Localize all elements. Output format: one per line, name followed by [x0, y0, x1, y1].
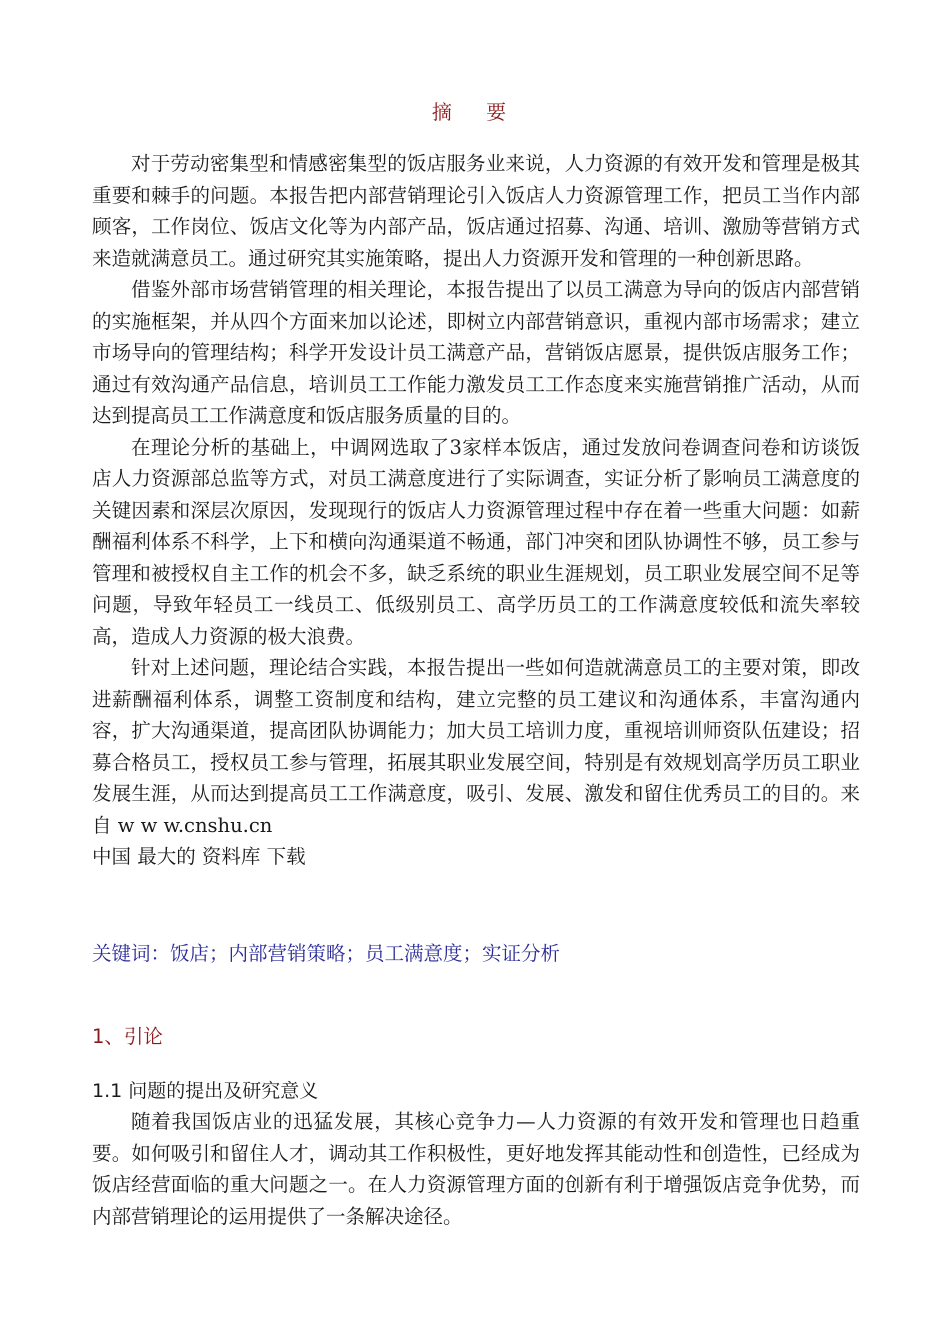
keywords-line: 关键词：饭店；内部营销策略；员工满意度；实证分析	[92, 942, 561, 965]
abstract-body	[92, 148, 860, 873]
subsection-paragraph: 随着我国饭店业的迅猛发展，其核心竞争力—人力资源的有效开发和管理也日趋重要。如何吸引和留住人才，调动其工作积极性，更好地发挥其能动性和创造性，已经成为饭店经营面临的重大问题之一。在人力资源管理方面的创新有利于增强饭店竞争优势，而内部营销理论的运用提供了一条解决途径。	[92, 1110, 860, 1228]
subsection-heading-1-1: 1.1 问题的提出及研究意义	[92, 1080, 319, 1102]
abstract-paragraph-2: 借鉴外部市场营销管理的相关理论，本报告提出了以员工满意为导向的饭店内部营销的实施框架，并从四个方面来加以论述，即树立内部营销意识，重视内部市场需求；建立市场导向的管理结构；科学开发设计员工满意产品，营销饭店愿景，提供饭店服务工作；通过有效沟通产品信息，培训员工工作能力激发员工工作态度来实施营销推广活动，从而达到提高员工工作满意度和饭店服务质量的目的。	[92, 278, 860, 427]
abstract-title: 摘 要	[431, 100, 521, 124]
abstract-paragraph-4: 针对上述问题，理论结合实践，本报告提出一些如何造就满意员工的主要对策，即改进薪酬福利体系，调整工资制度和结构，建立完整的员工建议和沟通体系，丰富沟通内容，扩大沟通渠道，提高团队协调能力；加大员工培训力度，重视培训师资队伍建设；招募合格员工，授权员工参与管理，拓展其职业发展空间，特别是有效规划高学历员工职业发展生涯，从而达到提高员工工作满意度，吸引、发展、激发和留住优秀员工的目的。来 自 w w w.cnshu.cn	[92, 656, 860, 837]
subsection-body-1-1	[92, 1106, 860, 1232]
section-heading-introduction: 1、引论	[92, 1025, 163, 1048]
abstract-paragraph-1: 对于劳动密集型和情感密集型的饭店服务业来说，人力资源的有效开发和管理是极其重要和棘手的问题。本报告把内部营销理论引入饭店人力资源管理工作，把员工当作内部顾客，工作岗位、饭店文化等为内部产品，饭店通过招募、沟通、培训、激励等营销方式来造就满意员工。通过研究其实施策略，提出人力资源开发和管理的一种创新思路。	[92, 152, 860, 270]
source-note: 中国 最大的 资料库 下载	[92, 845, 306, 868]
abstract-paragraph-3: 在理论分析的基础上，中调网选取了3家样本饭店，通过发放问卷调查问卷和访谈饭店人力资源部总监等方式，对员工满意度进行了实际调查，实证分析了影响员工满意度的关键因素和深层次原因，发现现行的饭店人力资源管理过程中存在着一些重大问题：如薪酬福利体系不科学，上下和横向沟通渠道不畅通，部门冲突和团队协调性不够，员工参与管理和被授权自主工作的机会不多，缺乏系统的职业生涯规划，员工职业发展空间不足等问题，导致年轻员工一线员工、低级别员工、高学历员工的工作满意度较低和流失率较高，造成人力资源的极大浪费。	[92, 435, 860, 648]
